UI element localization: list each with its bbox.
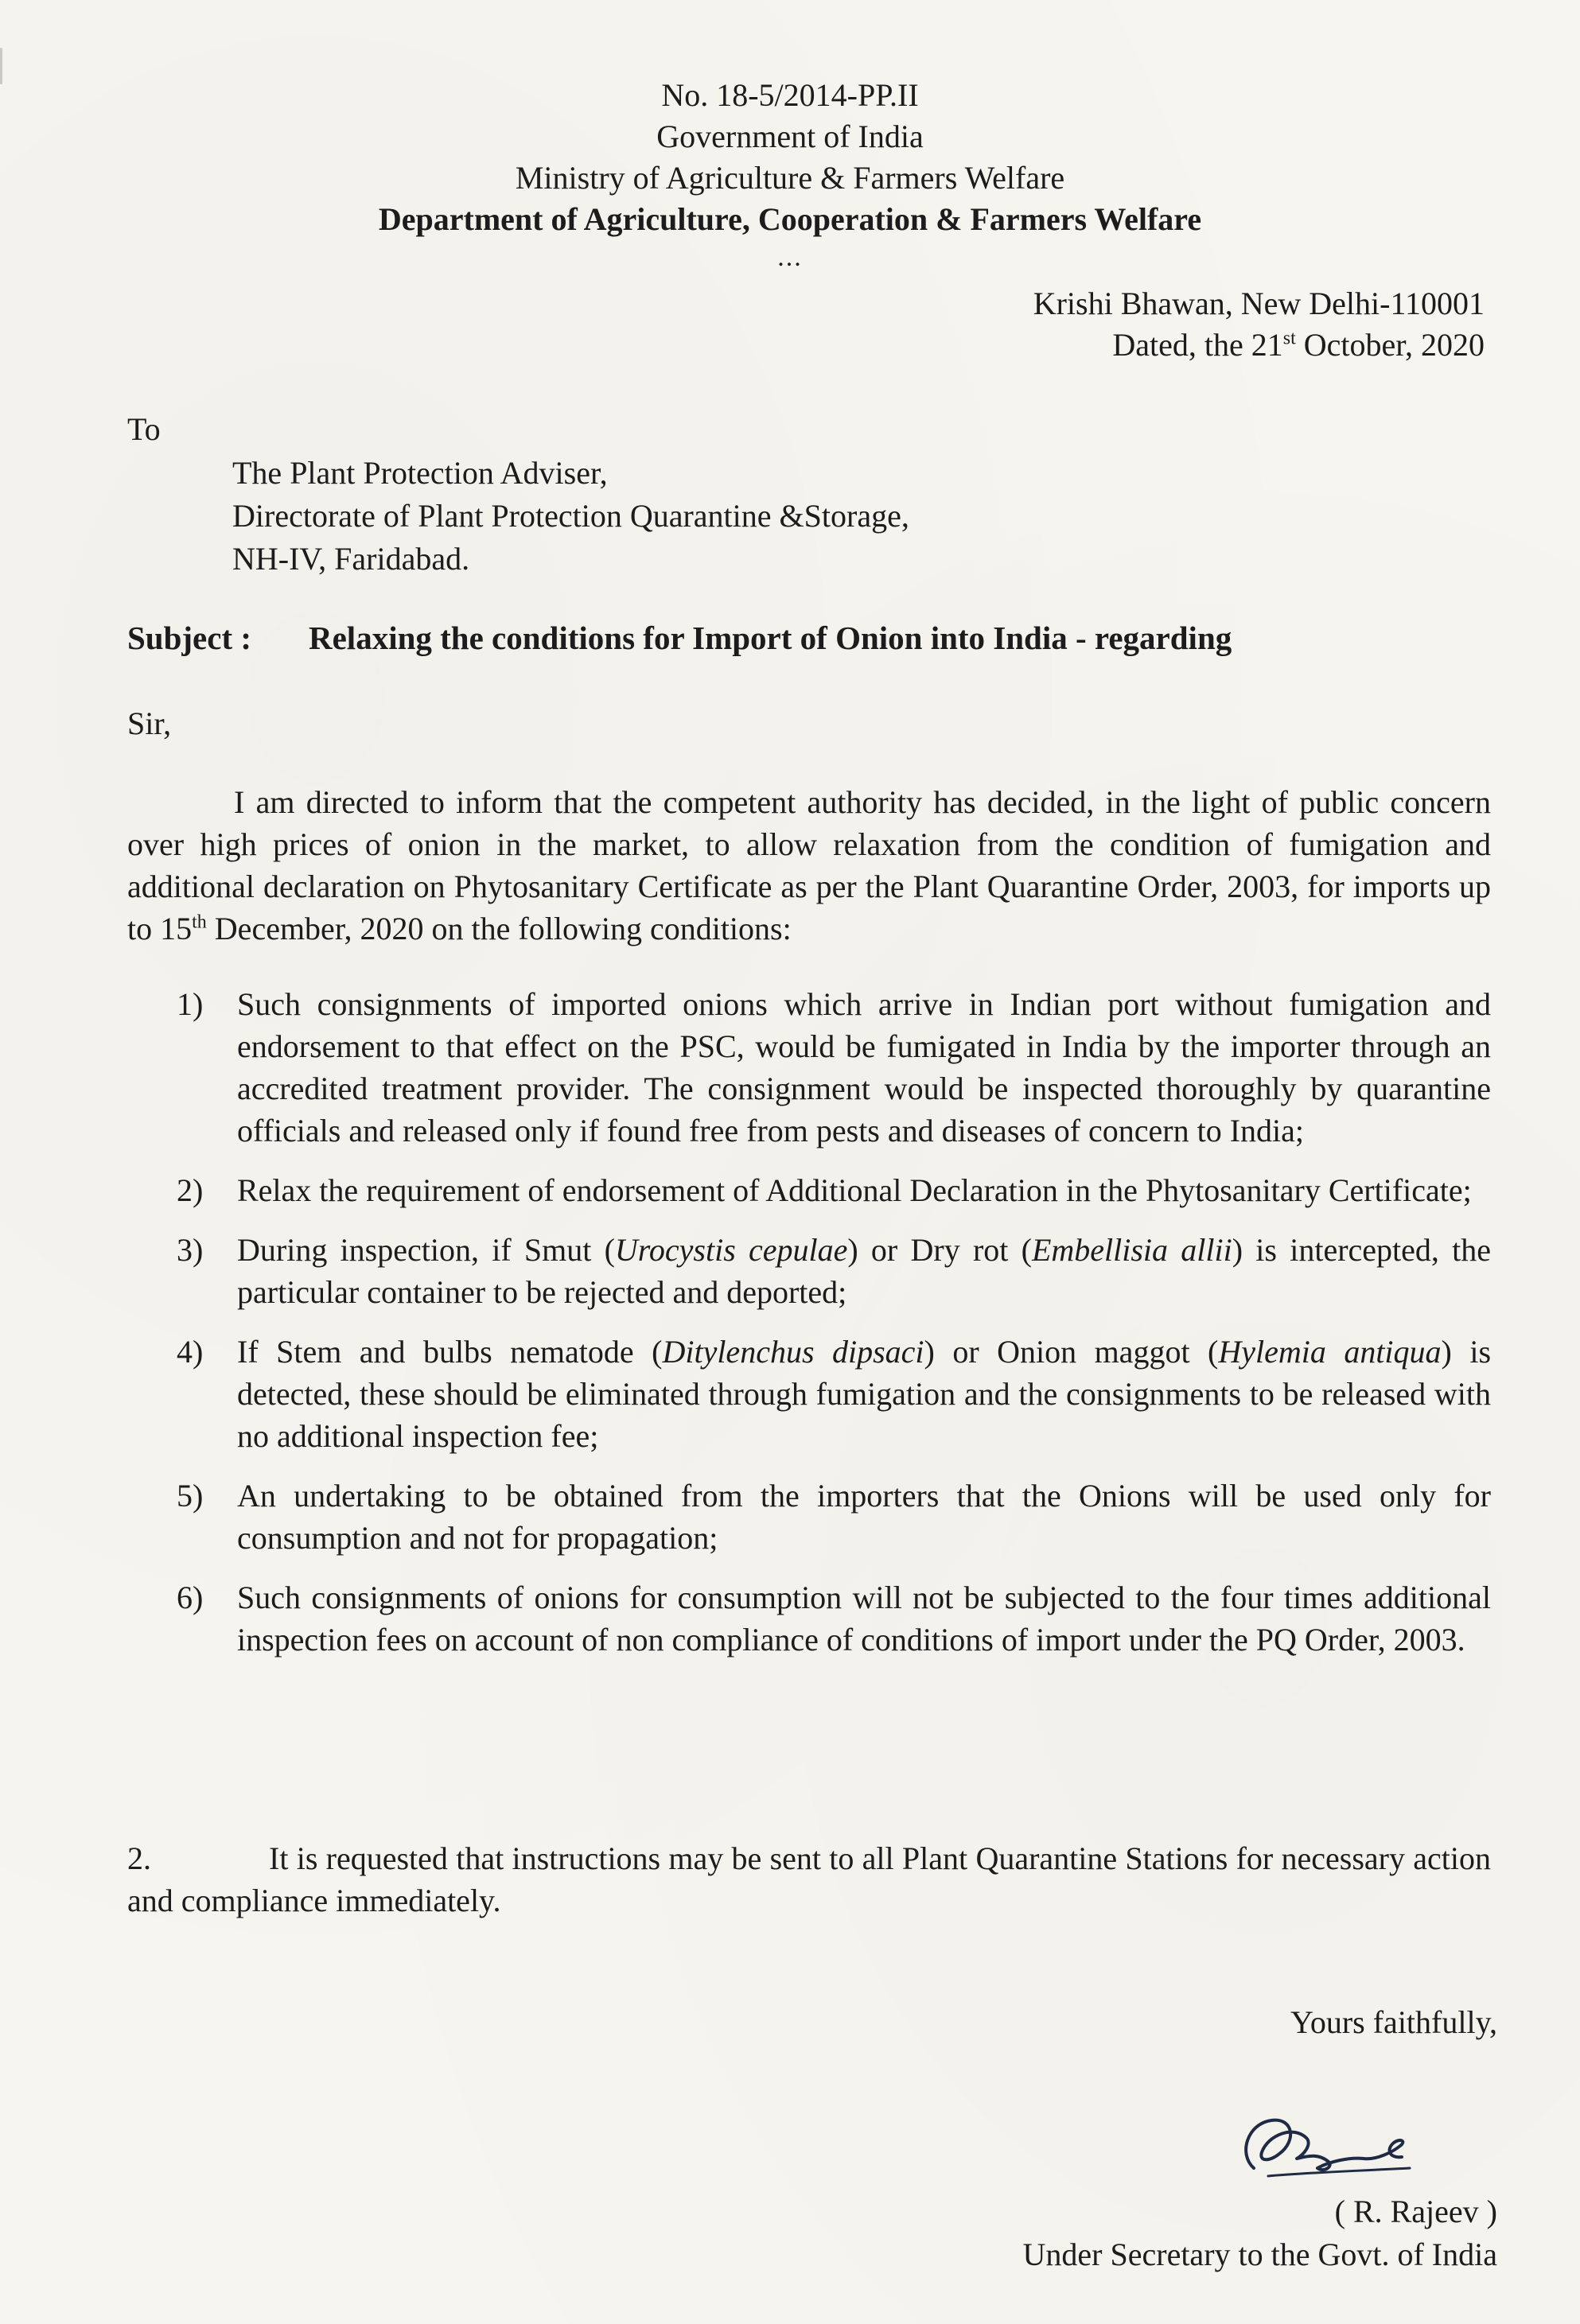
condition-text-part: ) or Dry rot ( [847,1232,1032,1268]
subject-label: Subject : [127,620,252,656]
condition-item [177,1475,1491,1559]
request-paragraph [127,1837,1491,1922]
date-ordinal: st [1282,328,1296,349]
addressee-block [232,452,909,581]
condition-text-part: If Stem and bulbs nematode ( [237,1334,663,1370]
condition-item [177,983,1491,1152]
condition-item [177,1229,1491,1313]
conditions-list [177,983,1491,1678]
signatory-name: ( R. Rajeev ) [1334,2194,1497,2229]
addressee-directorate: Directorate of Plant Protection Quarantine &Storage, [232,498,909,534]
letterhead-separator: ... [777,243,803,272]
species-name: Hylemia antiqua [1218,1334,1442,1370]
condition-text: Such consignments of imported onions which arrive in Indian port without fumigation and endorsement to that effect on the PSC, would be fumigated in India by the importer through an accredited treatment provider. The consignment would be inspected thoroughly by quarantine officials and released only if found free from pests and diseases of concern to India; [237,986,1491,1148]
condition-text [237,1334,1491,1454]
condition-text: Such consignments of onions for consumption will not be subjected to the four times additional inspection fees on account of non compliance of conditions of import under the PQ Order, 2003. [237,1580,1491,1658]
species-name: Embellisia allii [1031,1232,1232,1268]
condition-number: 1) [177,986,204,1022]
intro-text-end: December, 2020 on the following conditions: [206,911,792,946]
condition-text-part: ) is intercepted, the particular container to be rejected and deported; [237,1232,1491,1310]
condition-item [177,1331,1491,1457]
condition-text-part: ) or Onion maggot ( [924,1334,1219,1370]
to-label: To [127,411,161,447]
condition-text [237,1232,1491,1310]
date-suffix: October, 2020 [1295,327,1485,363]
species-name: Ditylenchus dipsaci [662,1334,924,1370]
paragraph-number: 2. [127,1840,151,1876]
intro-paragraph [127,781,1491,950]
file-number: No. 18-5/2014-PP.II [661,77,919,113]
addressee-title: The Plant Protection Adviser, [232,455,608,491]
subject-text: Relaxing the conditions for Import of Onion into India - regarding [309,620,1232,656]
subject-line [127,619,1496,657]
condition-number: 3) [177,1232,204,1268]
signatory-designation: Under Secretary to the Govt. of India [1022,2237,1497,2272]
condition-number: 6) [177,1580,204,1615]
condition-text: Relax the requirement of endorsement of Additional Declaration in the Phytosanitary Certificate; [237,1172,1472,1208]
condition-text-part: ) is detected, these should be eliminated through fumigation and the consignments to be released with no additional inspection fee; [237,1334,1492,1454]
condition-item [177,1169,1491,1211]
place-line: Krishi Bhawan, New Delhi-110001 [1033,286,1485,321]
date-prefix: Dated, the 21 [1112,327,1283,363]
handwritten-signature [1230,2106,1429,2194]
department-line: Department of Agriculture, Cooperation & Farmers Welfare [378,201,1202,237]
government-line: Government of India [656,119,924,154]
species-name: Urocystis cepulae [614,1232,848,1268]
intro-ordinal: th [192,911,207,933]
place-date-block [1033,283,1485,366]
addressee-location: NH-IV, Faridabad. [232,541,470,577]
condition-number: 2) [177,1172,204,1208]
salutation: Sir, [127,705,172,741]
condition-text-part: During inspection, if Smut ( [237,1232,615,1268]
valediction: Yours faithfully, [1290,2004,1497,2040]
condition-text: An undertaking to be obtained from the importers that the Onions will be used only for consumption and not for propagation; [237,1478,1491,1556]
condition-item [177,1576,1491,1661]
ministry-line: Ministry of Agriculture & Farmers Welfare [515,160,1065,196]
condition-number: 5) [177,1478,204,1514]
date-line [1033,325,1485,366]
intro-text: I am directed to inform that the competent authority has decided, in the light of public concern over high prices of onion in the market, to allow relaxation from the condition of fumigation and additional declaration on Phytosanitary Certificate as per the Plant Quarantine Order, 2003, for imports up to 15 [127,784,1491,946]
request-text: It is requested that instructions may be sent to all Plant Quarantine Stations for necessary action and compliance immediately. [127,1840,1491,1918]
condition-number: 4) [177,1334,204,1370]
